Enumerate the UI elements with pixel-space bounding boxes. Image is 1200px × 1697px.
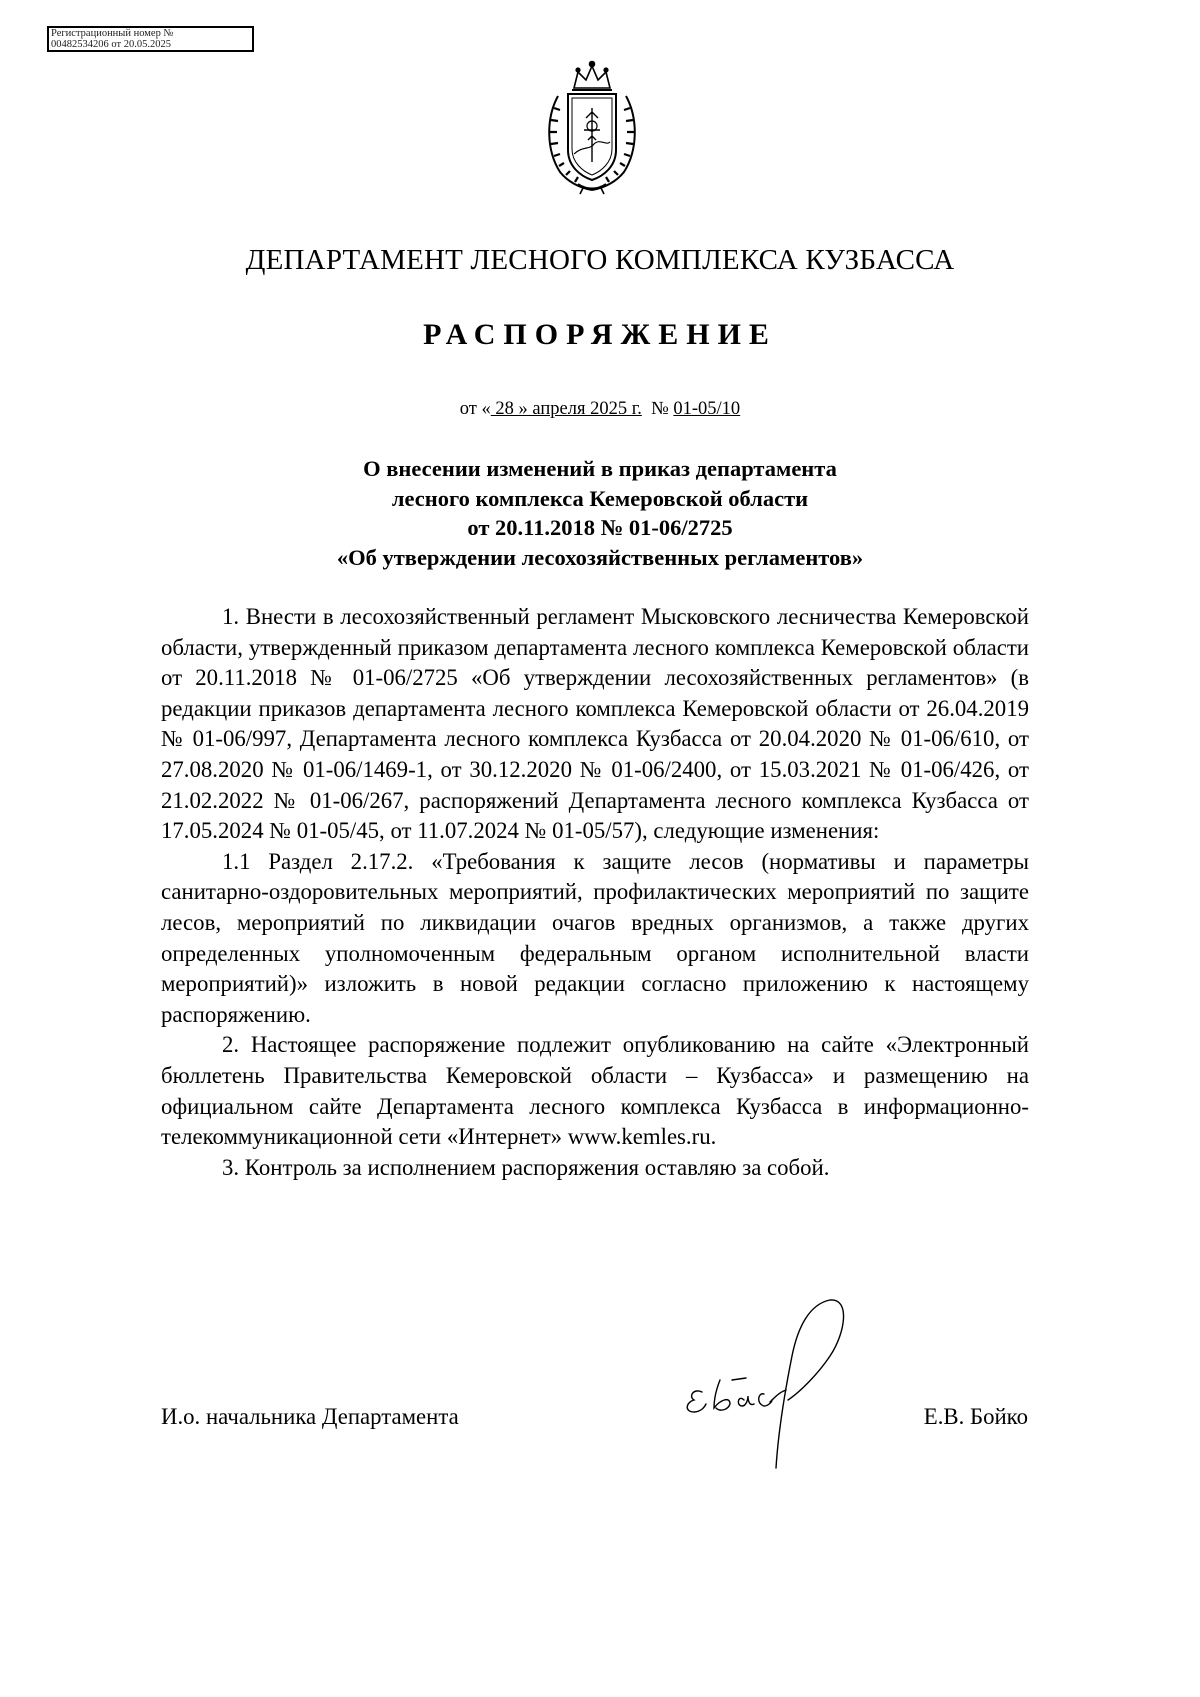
date-prefix: от « xyxy=(459,399,491,419)
registration-number-label: Регистрационный номер № xyxy=(51,28,174,39)
body-paragraph: 2. Настоящее распоряжение подлежит опубликованию на сайте «Электронный бюллетень Правительства Кемеровской области – Кузбасса» и размещению на официальном сайте Департамента лесного комплекса Кузбасса в информационно-телекоммуникационной сети «Интернет» www.kemles.ru. xyxy=(161,1032,1029,1150)
body-paragraph: 3. Контроль за исполнением распоряжения оставляю за собой. xyxy=(222,1154,830,1180)
subject-line: лесного комплекса Кемеровской области xyxy=(391,485,809,511)
signatory-position: И.о. начальника Департамента xyxy=(161,1404,459,1429)
registration-number-value: 00482534206 от 20.05.2025 xyxy=(51,38,171,50)
handwritten-signature xyxy=(680,1296,860,1474)
date-day: 28 xyxy=(490,399,519,419)
body-paragraph: 1.1 Раздел 2.17.2. «Требования к защите лесов (нормативы и параметры санитарно-оздоровительных мероприятий, профилактических мероприятий по защите лесов, мероприятий по ликвидации очагов вредных организмов, а также других определенных уполномоченным федеральным органом исполнительной власти мероприятий)» изложить в новой редакции согласно приложению к настоящему распоряжению. xyxy=(161,848,1029,1027)
number-label: № xyxy=(651,399,674,419)
signatory-name: Е.В. Бойко xyxy=(923,1404,1028,1429)
registration-stamp xyxy=(47,26,254,52)
subject-line: от 20.11.2018 № 01-06/2725 xyxy=(467,515,733,540)
document-type-title: РАСПОРЯЖЕНИЕ xyxy=(423,318,777,351)
document-number: 01-05/10 xyxy=(673,399,741,419)
date-month-year: » апреля 2025 г. xyxy=(518,399,642,419)
document-date-number xyxy=(0,399,1200,420)
document-subject xyxy=(0,454,1200,572)
subject-line: О внесении изменений в приказ департамента xyxy=(363,456,837,481)
department-name: ДЕПАРТАМЕНТ ЛЕСНОГО КОМПЛЕКСА КУЗБАССА xyxy=(245,244,955,276)
document-body xyxy=(161,602,1029,1183)
kuzbass-coat-of-arms-icon xyxy=(538,58,646,198)
subject-line: «Об утверждении лесохозяйственных регламентов» xyxy=(336,544,864,570)
body-paragraph: 1. Внести в лесохозяйственный регламент Мысковского лесничества Кемеровской области, утвержденный приказом департамента лесного комплекса Кемеровской области от 20.11.2018 № 01-06/2725 «Об утверждении лесохозяйственных регламентов» (в редакции приказов департамента лесного комплекса Кемеровской области от 26.04.2019 № 01-06/997, Департамента лесного комплекса Кузбасса от 20.04.2020 № 01-06/610, от 27.08.2020 № 01-06/1469-1, от 30.12.2020 № 01-06/2400, от 15.03.2021 № 01-06/426, от 21.02.2022 № 01-06/267, распоряжений Департамента лесного комплекса Кузбасса от 17.05.2024 № 01-05/45, от 11.07.2024 № 01-05/57), следующие изменения: xyxy=(161,604,1029,844)
